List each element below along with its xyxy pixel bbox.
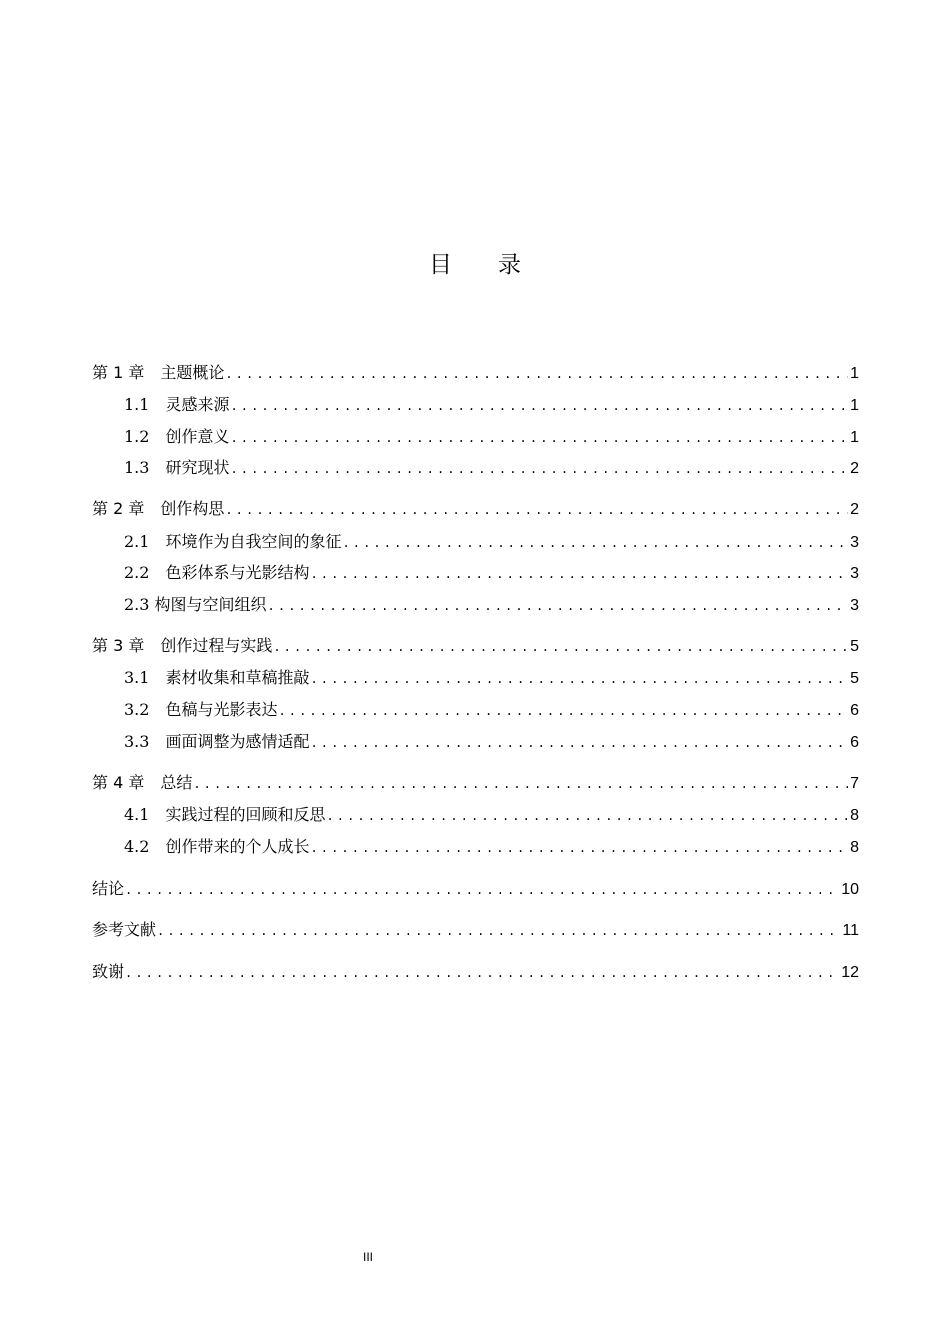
toc-entry-chapter-2[interactable] (92, 498, 859, 520)
dot-leader (326, 805, 848, 827)
toc-entry-section-3-1[interactable] (92, 667, 859, 689)
toc-page-number: 2 (850, 460, 859, 477)
toc-entry-section-1-1[interactable] (92, 394, 859, 416)
toc-page-number: 8 (850, 807, 859, 824)
dot-leader (230, 427, 848, 449)
toc-page-number: 1 (850, 365, 859, 382)
dot-leader (310, 668, 848, 690)
toc-entry-label: 第 4 章 总结 (92, 773, 193, 792)
toc-page-number: 5 (850, 638, 859, 655)
toc-page-number: 3 (850, 534, 859, 551)
toc-page-number: 10 (841, 881, 859, 898)
toc-entry-label: 1.3 研究现状 (124, 458, 230, 477)
toc-entry-acknowledgements[interactable] (92, 961, 859, 983)
dot-leader (230, 458, 848, 480)
dot-leader (125, 962, 839, 984)
toc-entry-section-2-2[interactable] (92, 562, 859, 584)
toc-entry-chapter-4[interactable] (92, 772, 859, 794)
toc-entry-section-2-3[interactable] (92, 594, 859, 616)
toc-page-number: 8 (850, 839, 859, 856)
toc-entry-section-1-2[interactable] (92, 426, 859, 448)
toc-entry-label: 4.1 实践过程的回顾和反思 (124, 805, 326, 824)
toc-page-number: 3 (850, 597, 859, 614)
dot-leader (278, 700, 848, 722)
toc-entry-section-3-3[interactable] (92, 731, 859, 753)
toc-entry-chapter-1[interactable] (92, 362, 859, 384)
toc-page-number: 5 (850, 670, 859, 687)
toc-entry-label: 2.2 色彩体系与光影结构 (124, 563, 310, 582)
dot-leader (193, 773, 848, 795)
page-title-char: 目 (429, 252, 498, 278)
toc-page-number: 6 (850, 734, 859, 751)
toc-entry-section-4-1[interactable] (92, 804, 859, 826)
toc-entry-section-2-1[interactable] (92, 531, 859, 553)
toc-entry-label: 致谢 (92, 962, 125, 981)
dot-leader (310, 732, 848, 754)
toc-entry-references[interactable] (92, 919, 859, 941)
dot-leader (268, 595, 849, 617)
toc-page-number: 1 (850, 397, 859, 414)
footer-page-number: III (362, 1250, 373, 1264)
dot-leader (310, 837, 848, 859)
toc-entry-label: 第 1 章 主题概论 (92, 363, 225, 382)
dot-leader (342, 532, 848, 554)
dot-leader (225, 363, 848, 385)
dot-leader (125, 879, 839, 901)
dot-leader (273, 636, 848, 658)
toc-entry-label: 1.1 灵感来源 (124, 395, 230, 414)
dot-leader (157, 920, 840, 942)
toc-entry-label: 参考文献 (92, 920, 157, 939)
toc-entry-label: 1.2 创作意义 (124, 427, 230, 446)
toc-entry-conclusion[interactable] (92, 878, 859, 900)
toc-entry-label: 第 3 章 创作过程与实践 (92, 636, 273, 655)
dot-leader (310, 563, 848, 585)
toc-entry-label: 4.2 创作带来的个人成长 (124, 837, 310, 856)
toc-page-number: 11 (842, 922, 859, 939)
toc-page-number: 3 (850, 565, 859, 582)
toc-entry-label: 3.2 色稿与光影表达 (124, 700, 278, 719)
toc-entry-label: 3.1 素材收集和草稿推敲 (124, 668, 310, 687)
toc-page-number: 12 (841, 964, 859, 981)
dot-leader (225, 499, 848, 521)
toc-entry-section-4-2[interactable] (92, 836, 859, 858)
toc-entry-label: 3.3 画面调整为感情适配 (124, 732, 310, 751)
toc-entry-chapter-3[interactable] (92, 635, 859, 657)
toc-entry-label: 结论 (92, 879, 125, 898)
toc-entry-label: 2.1 环境作为自我空间的象征 (124, 532, 342, 551)
page-title (0, 249, 950, 281)
toc-entry-label: 第 2 章 创作构思 (92, 499, 225, 518)
toc-entry-section-1-3[interactable] (92, 457, 859, 479)
page-title-char: 录 (498, 252, 567, 278)
toc-page-number: 7 (850, 775, 859, 792)
toc-page-number: 1 (850, 429, 859, 446)
toc-page-number: 6 (850, 702, 859, 719)
toc-entry-label: 2.3 构图与空间组织 (124, 595, 267, 614)
toc-page-number: 2 (850, 501, 859, 518)
dot-leader (230, 395, 848, 417)
toc-entry-section-3-2[interactable] (92, 699, 859, 721)
